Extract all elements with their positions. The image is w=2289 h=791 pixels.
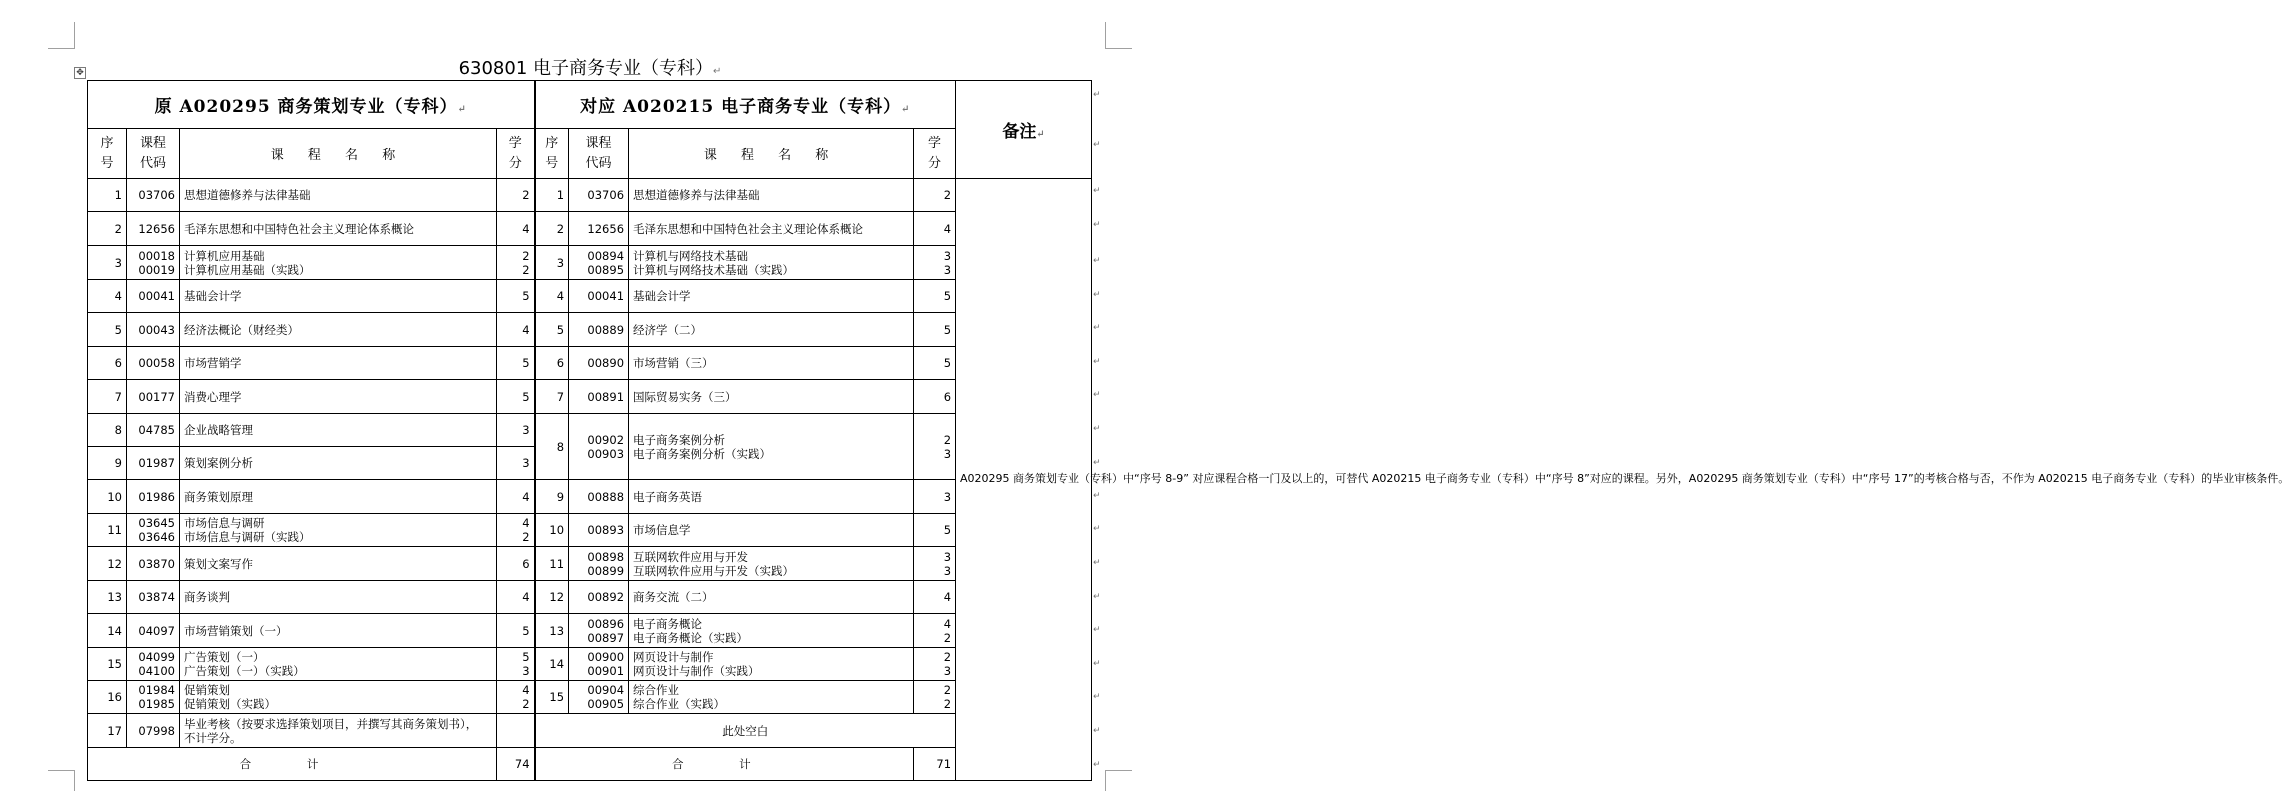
right-course-credit: 3 3	[914, 246, 956, 280]
paragraph-mark-icon: ↵	[1093, 424, 1101, 434]
paragraph-mark-icon: ↵	[1093, 524, 1101, 534]
right-course-code: 00893	[569, 514, 629, 547]
left-course-code: 00043	[127, 313, 180, 347]
right-course-credit: 4	[914, 581, 956, 614]
left-course-name: 毕业考核（按要求选择策划项目，并撰写其商务策划书）， 不计学分。	[180, 714, 497, 748]
paragraph-mark-icon: ↵	[1093, 90, 1101, 100]
left-row-no: 16	[88, 681, 127, 714]
right-course-name: 思想道德修养与法律基础	[629, 179, 914, 212]
remarks-text: A020295 商务策划专业（专科）中“序号 8-9” 对应课程合格一门及以上的，可替代 A020215 电子商务专业（专科）中“序号 8”对应的课程。另外，A020295 商务策划专业（专科）中“序号 17”的考核合格与否，不作为 A020215 电子商务专业（专科）的毕业审核条件。	[956, 179, 1092, 781]
paragraph-mark-icon: ↵	[1093, 491, 1101, 501]
left-course-name: 计算机应用基础 计算机应用基础（实践）	[180, 246, 497, 280]
right-row-no: 10	[535, 514, 569, 547]
left-course-code: 01987	[127, 447, 180, 480]
left-course-credit: 4	[497, 581, 535, 614]
left-course-credit: 4 2	[497, 681, 535, 714]
left-course-name: 广告策划（一） 广告策划（一）（实践）	[180, 648, 497, 681]
remarks-header: 备注↵	[956, 81, 1092, 179]
left-course-name: 促销策划 促销策划（实践）	[180, 681, 497, 714]
table-row	[88, 581, 1092, 614]
paragraph-mark-icon: ↵	[1093, 220, 1101, 230]
right-course-code: 00889	[569, 313, 629, 347]
left-row-no: 5	[88, 313, 127, 347]
col-header-credit: 学 分	[497, 129, 535, 179]
col-header-credit: 学 分	[914, 129, 956, 179]
right-row-no: 4	[535, 280, 569, 313]
paragraph-mark-icon: ↵	[1093, 390, 1101, 400]
col-header-name: 课 程 名 称	[180, 129, 497, 179]
total-row	[88, 748, 1092, 781]
left-course-code: 00018 00019	[127, 246, 180, 280]
left-course-code: 04097	[127, 614, 180, 648]
right-course-name: 电子商务概论 电子商务概论（实践）	[629, 614, 914, 648]
left-course-name: 市场营销策划（一）	[180, 614, 497, 648]
left-course-credit: 2	[497, 179, 535, 212]
table-row	[88, 179, 1092, 212]
left-course-name: 消费心理学	[180, 380, 497, 414]
left-row-no: 13	[88, 581, 127, 614]
right-course-code: 00900 00901	[569, 648, 629, 681]
right-row-no: 5	[535, 313, 569, 347]
right-course-code: 03706	[569, 179, 629, 212]
right-course-credit: 5	[914, 280, 956, 313]
right-course-name: 电子商务英语	[629, 480, 914, 514]
table-row	[88, 648, 1092, 681]
target-major-header: 对应 A020215 电子商务专业（专科）↵	[535, 81, 956, 129]
table-row	[88, 414, 1092, 447]
crop-mark-bottom-right	[1105, 770, 1132, 791]
paragraph-mark-icon: ↵	[1093, 140, 1101, 150]
left-course-code: 00058	[127, 347, 180, 380]
right-course-credit: 5	[914, 313, 956, 347]
table-row	[88, 212, 1092, 246]
right-row-no: 6	[535, 347, 569, 380]
right-row-no: 13	[535, 614, 569, 648]
right-course-name: 市场信息学	[629, 514, 914, 547]
right-blank-note: 此处空白	[535, 714, 956, 748]
right-course-credit: 4 2	[914, 614, 956, 648]
left-course-name: 市场信息与调研 市场信息与调研（实践）	[180, 514, 497, 547]
right-course-name: 网页设计与制作 网页设计与制作（实践）	[629, 648, 914, 681]
left-course-name: 策划案例分析	[180, 447, 497, 480]
right-course-name: 毛泽东思想和中国特色社会主义理论体系概论	[629, 212, 914, 246]
course-mapping-table	[87, 80, 2289, 781]
left-course-code: 03706	[127, 179, 180, 212]
right-course-name: 计算机与网络技术基础 计算机与网络技术基础（实践）	[629, 246, 914, 280]
left-row-no: 15	[88, 648, 127, 681]
right-course-name: 商务交流（二）	[629, 581, 914, 614]
paragraph-mark-icon: ↵	[1093, 659, 1101, 669]
page-title: 630801 电子商务专业（专科）↵	[458, 58, 722, 79]
table-row	[88, 547, 1092, 581]
right-row-no: 12	[535, 581, 569, 614]
right-course-credit: 3	[914, 480, 956, 514]
table-row	[88, 246, 1092, 280]
left-course-credit: 3	[497, 414, 535, 447]
crop-mark-top-right	[1105, 22, 1132, 49]
left-course-code: 04785	[127, 414, 180, 447]
col-header-code: 课程 代码	[127, 129, 180, 179]
right-course-name: 经济学（二）	[629, 313, 914, 347]
table-move-handle-icon[interactable]: ✥	[74, 67, 86, 79]
left-row-no: 2	[88, 212, 127, 246]
table-row	[88, 347, 1092, 380]
right-course-code: 00890	[569, 347, 629, 380]
left-course-code: 01984 01985	[127, 681, 180, 714]
right-course-name: 电子商务案例分析 电子商务案例分析（实践）	[629, 414, 914, 480]
right-course-code: 00892	[569, 581, 629, 614]
paragraph-mark-icon: ↵	[1093, 323, 1101, 333]
left-course-name: 思想道德修养与法律基础	[180, 179, 497, 212]
left-course-code: 07998	[127, 714, 180, 748]
col-header-name: 课 程 名 称	[629, 129, 914, 179]
right-course-code: 00898 00899	[569, 547, 629, 581]
paragraph-mark-icon: ↵	[1093, 760, 1101, 770]
left-course-credit: 4 2	[497, 514, 535, 547]
left-course-name: 策划文案写作	[180, 547, 497, 581]
right-course-credit: 4	[914, 212, 956, 246]
right-course-code: 12656	[569, 212, 629, 246]
left-course-code: 04099 04100	[127, 648, 180, 681]
paragraph-mark-icon: ↵	[1093, 256, 1101, 266]
right-row-no: 1	[535, 179, 569, 212]
left-course-code: 03870	[127, 547, 180, 581]
right-course-credit: 2	[914, 179, 956, 212]
left-course-code: 00041	[127, 280, 180, 313]
left-course-code: 12656	[127, 212, 180, 246]
right-course-name: 基础会计学	[629, 280, 914, 313]
left-course-credit: 3	[497, 447, 535, 480]
right-course-code: 00894 00895	[569, 246, 629, 280]
paragraph-mark-icon: ↵	[1093, 625, 1101, 635]
table-row	[88, 280, 1092, 313]
right-row-no: 8	[535, 414, 569, 480]
left-course-name: 基础会计学	[180, 280, 497, 313]
right-row-no: 2	[535, 212, 569, 246]
paragraph-mark-icon: ↵	[1093, 290, 1101, 300]
left-course-credit: 4	[497, 480, 535, 514]
table-row	[88, 714, 1092, 748]
left-course-name: 商务策划原理	[180, 480, 497, 514]
original-major-header: 原 A020295 商务策划专业（专科）↵	[88, 81, 535, 129]
left-row-no: 8	[88, 414, 127, 447]
left-course-credit	[497, 714, 535, 748]
left-course-credit: 5	[497, 280, 535, 313]
left-course-code: 00177	[127, 380, 180, 414]
left-course-credit: 4	[497, 212, 535, 246]
right-row-no: 14	[535, 648, 569, 681]
table-row	[88, 681, 1092, 714]
left-row-no: 3	[88, 246, 127, 280]
left-course-credit: 5	[497, 347, 535, 380]
right-course-code: 00888	[569, 480, 629, 514]
right-course-name: 国际贸易实务（三）	[629, 380, 914, 414]
right-course-credit: 2 3	[914, 414, 956, 480]
right-row-no: 7	[535, 380, 569, 414]
crop-mark-top-left	[48, 22, 75, 49]
right-course-code: 00902 00903	[569, 414, 629, 480]
left-row-no: 12	[88, 547, 127, 581]
left-row-no: 9	[88, 447, 127, 480]
left-row-no: 11	[88, 514, 127, 547]
col-header-no: 序 号	[88, 129, 127, 179]
paragraph-mark-icon: ↵	[1093, 458, 1101, 468]
left-course-code: 01986	[127, 480, 180, 514]
left-course-name: 商务谈判	[180, 581, 497, 614]
left-course-credit: 5	[497, 380, 535, 414]
right-course-code: 00891	[569, 380, 629, 414]
right-course-name: 市场营销（三）	[629, 347, 914, 380]
right-course-code: 00904 00905	[569, 681, 629, 714]
right-course-credit: 5	[914, 514, 956, 547]
paragraph-mark-icon: ↵	[1093, 186, 1101, 196]
right-total-label: 合 计	[535, 748, 914, 781]
right-course-credit: 5	[914, 347, 956, 380]
left-course-credit: 6	[497, 547, 535, 581]
right-course-name: 综合作业 综合作业（实践）	[629, 681, 914, 714]
col-header-code: 课程 代码	[569, 129, 629, 179]
left-course-credit: 2 2	[497, 246, 535, 280]
right-course-credit: 6	[914, 380, 956, 414]
left-course-code: 03874	[127, 581, 180, 614]
table-row	[88, 313, 1092, 347]
right-row-no: 3	[535, 246, 569, 280]
table-row	[88, 380, 1092, 414]
paragraph-mark-icon: ↵	[1093, 558, 1101, 568]
left-course-name: 毛泽东思想和中国特色社会主义理论体系概论	[180, 212, 497, 246]
right-total-credit: 71	[914, 748, 956, 781]
left-row-no: 10	[88, 480, 127, 514]
paragraph-mark-icon: ↵	[1093, 692, 1101, 702]
left-course-credit: 4	[497, 313, 535, 347]
paragraph-mark-icon: ↵	[1093, 357, 1101, 367]
table-row	[88, 514, 1092, 547]
left-row-no: 6	[88, 347, 127, 380]
paragraph-mark-icon: ↵	[1093, 592, 1101, 602]
left-total-label: 合 计	[88, 748, 497, 781]
right-course-credit: 2 2	[914, 681, 956, 714]
left-course-name: 企业战略管理	[180, 414, 497, 447]
right-row-no: 11	[535, 547, 569, 581]
table-row	[88, 480, 1092, 514]
left-course-credit: 5	[497, 614, 535, 648]
crop-mark-bottom-left	[48, 770, 75, 791]
right-row-no: 9	[535, 480, 569, 514]
right-course-name: 互联网软件应用与开发 互联网软件应用与开发（实践）	[629, 547, 914, 581]
left-row-no: 1	[88, 179, 127, 212]
col-header-no: 序 号	[535, 129, 569, 179]
left-total-credit: 74	[497, 748, 535, 781]
left-row-no: 14	[88, 614, 127, 648]
right-course-credit: 3 3	[914, 547, 956, 581]
paragraph-mark-icon: ↵	[1093, 726, 1101, 736]
left-row-no: 7	[88, 380, 127, 414]
left-row-no: 4	[88, 280, 127, 313]
left-course-code: 03645 03646	[127, 514, 180, 547]
right-course-code: 00041	[569, 280, 629, 313]
right-course-credit: 2 3	[914, 648, 956, 681]
left-row-no: 17	[88, 714, 127, 748]
table-row	[88, 614, 1092, 648]
left-course-name: 经济法概论（财经类）	[180, 313, 497, 347]
right-row-no: 15	[535, 681, 569, 714]
right-course-code: 00896 00897	[569, 614, 629, 648]
left-course-credit: 5 3	[497, 648, 535, 681]
left-course-name: 市场营销学	[180, 347, 497, 380]
